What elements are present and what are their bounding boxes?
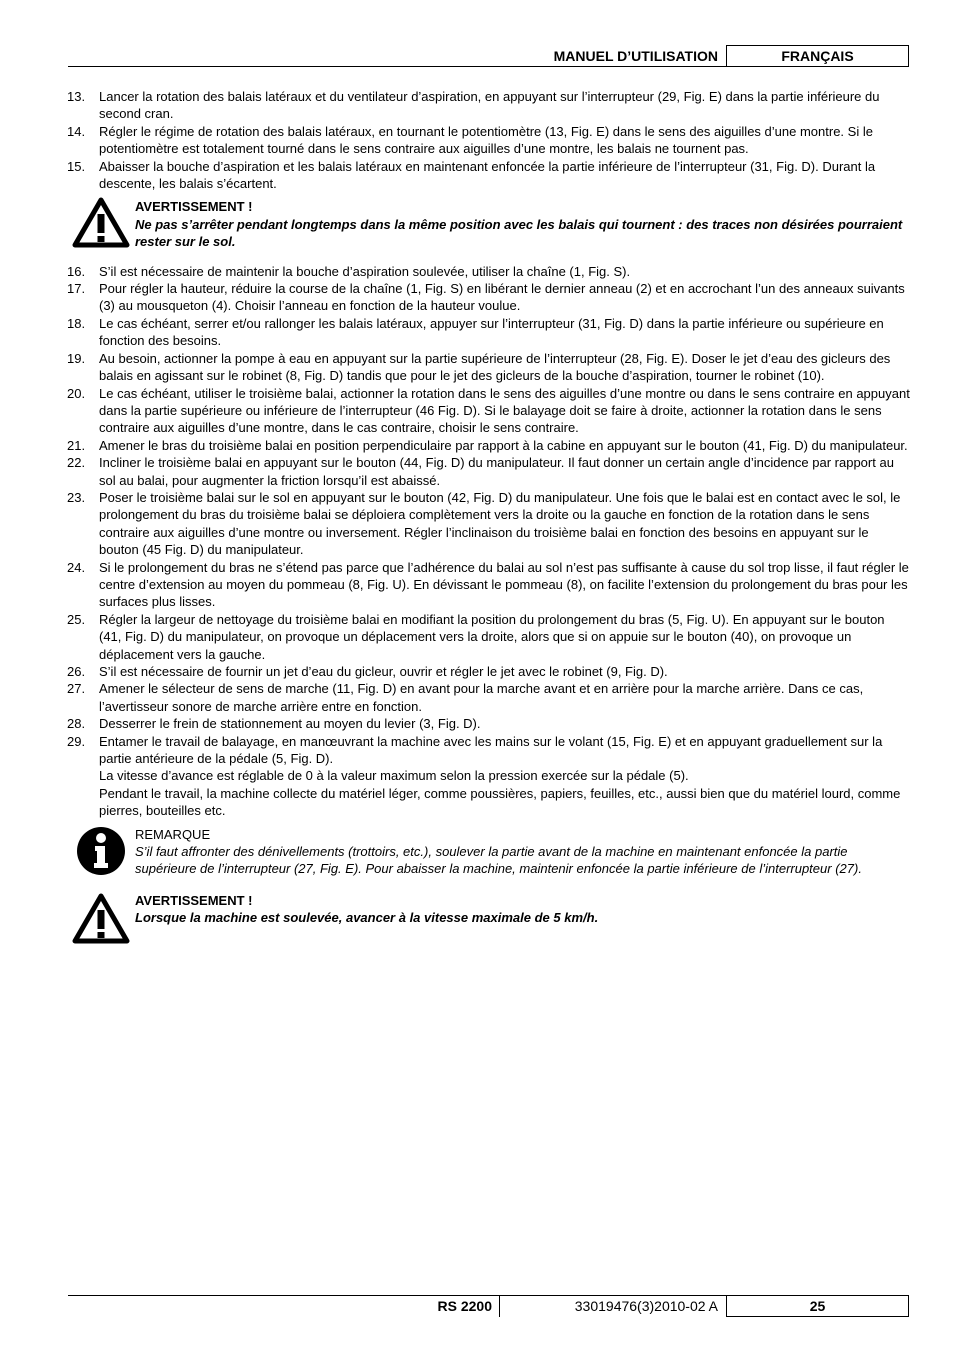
page-number: 25 — [726, 1295, 909, 1317]
note-text: S’il faut affronter des dénivellements (trottoirs, etc.), soulever la partie avant de la machine en maintenant enfoncée la partie supérieure de l’interrupteur (27, Fig. E). Pour abaisser la machine, maintenir enfoncée la partie inférieure de l’interrupteur (27). — [135, 844, 862, 877]
warning-title: AVERTISSEMENT ! — [135, 199, 253, 215]
list-item: 23. Poser le troisième balai sur le sol en appuyant sur le bouton (42, Fig. D) du manipulateur. Une fois que le balai est en contact avec le sol, le prolongement du bras du troisième balai se déploiera complètement vers la droite ou la gauche en fonction de la rotation dans le sens contraire aux aiguilles d’une montre ou inversement. Régler l’inclinaison du troisième balai en fonction des besoins en appuyant sur le bouton (45 Fig. D) du manipulateur. — [67, 489, 901, 558]
warning-text: Ne pas s’arrêter pendant longtemps dans la même position avec les balais qui tournent : des traces non désirées pourraient rester sur le sol. — [135, 216, 903, 250]
list-item: 17. Pour régler la hauteur, réduire la course de la chaîne (1, Fig. S) en libérant le dernier anneau (2) et en accrochant l’un des anneaux suivants (3) au mousqueton (4). Choisir l’anneau en fonction de la hauteur voulue. — [67, 281, 905, 314]
list-item: 22. Incliner le troisième balai en appuyant sur le bouton (44, Fig. D) du manipulateur. Il faut donner un certain angle d’incidence par rapport au sol au balai, pour augmenter la friction lorsqu’il est abaissé. — [67, 455, 894, 488]
header-rule — [68, 66, 909, 67]
list-item: 19. Au besoin, actionner la pompe à eau en appuyant sur la partie supérieure de l’interrupteur (28, Fig. E). Doser le jet d’eau des gicleurs des balais en agissant sur le robinet (8, Fig. D) tandis que pour le jet des gicleurs de la bouche d’aspiration, tourner le robinet (10). — [67, 350, 891, 384]
list-item: 18. Le cas échéant, serrer et/ou rallonger les balais latéraux, appuyer sur l’interrupteur (31, Fig. D) dans la partie inférieure ou supérieure en fonction des besoins. — [67, 315, 884, 349]
list-item: 26. S’il est nécessaire de fournir un jet d’eau du gicleur, ouvrir et régler le jet avec le robinet (9, Fig. D). — [67, 664, 668, 679]
warning-notice — [67, 892, 910, 944]
warning-notice — [67, 196, 910, 250]
paragraph: Pendant le travail, la machine collecte du matériel léger, comme poussières, papiers, feuilles, etc., aussi bien que du matériel lourd, comme pierres, bouteilles etc. — [99, 785, 901, 819]
language-label: FRANÇAIS — [726, 45, 909, 67]
manual-title: MANUEL D’UTILISATION — [553, 48, 718, 64]
list-item: 20. Le cas échéant, utiliser le troisième balai, actionner la rotation dans le sens des aiguilles d’une montre ou dans le sens contraire en appuyant dans la partie supérieure ou inférieure de l’interrupteur (46 Fig. D). Si le balayage doit se faire à droite, actionner la rotation dans le sens contraire aux aiguilles d’une montre, dans le cas contraire, choisir le sens contraire. — [67, 385, 910, 436]
note-notice — [67, 826, 910, 878]
list-item: 25. Régler la largeur de nettoyage du troisième balai en modifiant la position du prolongement du bras (5, Fig. U). En appuyant sur le bouton (41, Fig. D) du manipulateur, on provoque un déplacement vers la droite, alors que si on appuie sur le bouton (40), on provoque un déplacement vers la gauche. — [67, 611, 885, 662]
warning-triangle-icon — [67, 196, 135, 248]
model-name: RS 2200 — [437, 1298, 492, 1314]
steps-list-a — [67, 88, 910, 192]
list-item: 21. Amener le bras du troisième balai en position perpendiculaire par rapport à la cabine en appuyant sur le bouton (41, Fig. D) du manipulateur. — [67, 437, 908, 453]
list-item: 13. Lancer la rotation des balais latéraux et du ventilateur d’aspiration, en appuyant sur l’interrupteur (29, Fig. E) dans la partie inférieure du second cran. — [67, 89, 880, 122]
warning-title: AVERTISSEMENT ! — [135, 892, 253, 908]
document-code: 33019476(3)2010-02 A — [574, 1298, 718, 1314]
list-item: 27. Amener le sélecteur de sens de marche (11, Fig. D) en avant pour la marche avant et en arrière pour la marche arrière. Dans ce cas, l’avertisseur sonore de marche arrière entre en fonction. — [67, 681, 864, 714]
info-icon — [67, 826, 135, 876]
list-item: 24. Si le prolongement du bras ne s’étend pas parce que l’adhérence du balai au sol n’est pas suffisante à cause du sol trop lisse, il faut régler le centre d’extension au moyen du pommeau (8, Fig. U). En dévissant le pommeau (8), on facilite l’extension du prolongement du bras pour les surfaces plus lisses. — [67, 559, 909, 610]
list-item: 14. Régler le régime de rotation des balais latéraux, en tournant le potentiomètre (13, Fig. E) dans le sens des aiguilles d’une montre. Si le potentiomètre est totalement tourné dans le sens contraire aux aiguilles d’une montre, les balais ne tournent pas. — [67, 123, 873, 157]
page-content — [67, 88, 910, 952]
list-item: 16. S’il est nécessaire de maintenir la bouche d’aspiration soulevée, utiliser la chaîne (1, Fig. S). — [67, 263, 631, 279]
list-item: 15. Abaisser la bouche d’aspiration et les balais latéraux en maintenant enfoncée la partie inférieure de l’interrupteur (31, Fig. D). Durant la descente, les balais s’écartent. — [67, 158, 876, 192]
list-item: 28. Desserrer le frein de stationnement au moyen du levier (3, Fig. D). — [67, 716, 481, 732]
steps-list-b — [67, 263, 910, 820]
paragraph: La vitesse d’avance est réglable de 0 à la valeur maximum selon la pression exercée sur la pédale (5). — [99, 768, 689, 784]
warning-text: Lorsque la machine est soulevée, avancer à la vitesse maximale de 5 km/h. — [135, 910, 599, 926]
warning-triangle-icon — [67, 892, 135, 944]
note-title: REMARQUE — [135, 826, 211, 842]
footer-divider — [499, 1296, 500, 1317]
list-item: 29. Entamer le travail de balayage, en manœuvrant la machine avec les mains sur le volant (15, Fig. E) et en appuyant graduellement sur la partie antérieure de la pédale (5, Fig. D). — [67, 733, 883, 767]
